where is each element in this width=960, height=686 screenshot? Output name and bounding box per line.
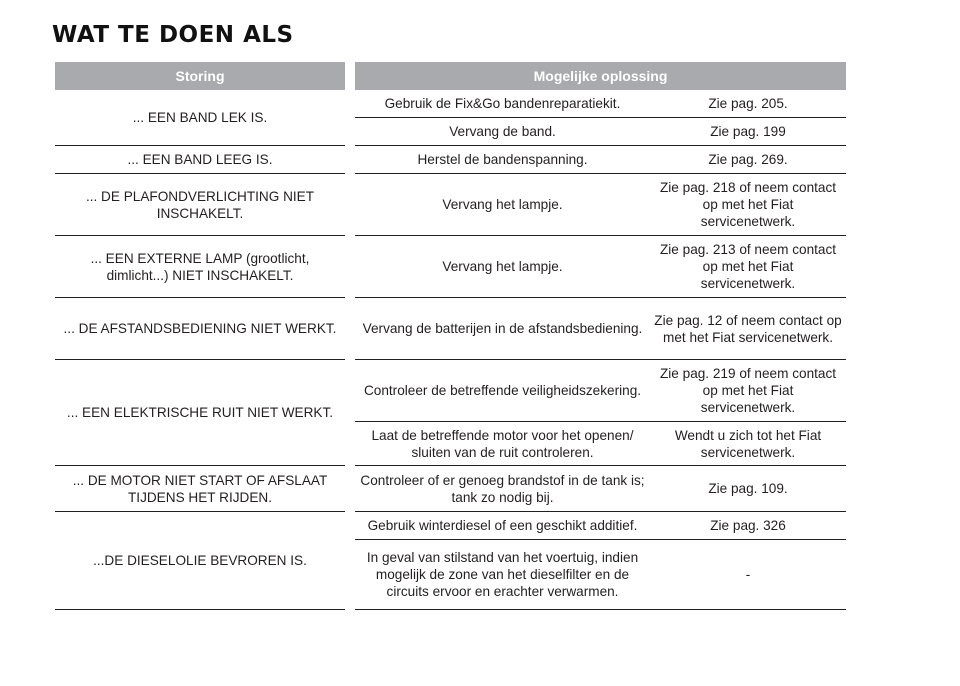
action-cell: In geval van stilstand van het voertuig, indien mogelijk de zone van het dieselfilter en de circuits ervoor en erachter verwarmen. [355,540,650,610]
problem-cell: ... EEN EXTERNE LAMP (grootlicht, dimlicht...) NIET INSCHAKELT. [55,236,345,298]
header-solution: Mogelijke oplossing [355,62,846,90]
reference-cell: - [650,540,846,610]
action-cell: Laat de betreffende motor voor het openen/ sluiten van de ruit controleren. [355,422,650,466]
problem-cell: ...DE DIESELOLIE BEVROREN IS. [55,512,345,610]
table-row [55,466,846,512]
reference-cell: Wendt u zich tot het Fiat servicenetwerk. [650,422,846,466]
problem-cell: ... EEN BAND LEEG IS. [55,146,345,174]
page-title: WAT TE DOEN ALS [52,22,294,48]
table-row [55,512,846,540]
action-cell: Controleer of er genoeg brandstof in de tank is; tank zo nodig bij. [355,466,650,512]
reference-cell: Zie pag. 219 of neem contact op met het Fiat servicenetwerk. [650,360,846,422]
action-cell: Gebruik winterdiesel of een geschikt additief. [355,512,650,540]
troubleshooting-table [55,62,846,610]
problem-cell: ... DE MOTOR NIET START OF AFSLAAT TIJDENS HET RIJDEN. [55,466,345,512]
reference-cell: Zie pag. 205. [650,90,846,118]
table-row [55,174,846,236]
reference-cell: Zie pag. 213 of neem contact op met het Fiat servicenetwerk. [650,236,846,298]
action-cell: Vervang het lampje. [355,236,650,298]
reference-cell: Zie pag. 326 [650,512,846,540]
action-cell: Gebruik de Fix&Go bandenreparatiekit. [355,90,650,118]
problem-cell: ... DE AFSTANDSBEDIENING NIET WERKT. [55,298,345,360]
reference-cell: Zie pag. 269. [650,146,846,174]
table-header-row [55,62,846,90]
action-cell: Vervang de batterijen in de afstandsbediening. [355,298,650,360]
action-cell: Herstel de bandenspanning. [355,146,650,174]
action-cell: Vervang de band. [355,118,650,146]
reference-cell: Zie pag. 109. [650,466,846,512]
problem-cell: ... EEN BAND LEK IS. [55,90,345,146]
action-cell: Vervang het lampje. [355,174,650,236]
table-row [55,360,846,422]
reference-cell: Zie pag. 218 of neem contact op met het Fiat servicenetwerk. [650,174,846,236]
problem-cell: ... DE PLAFONDVERLICHTING NIET INSCHAKELT. [55,174,345,236]
table-row [55,236,846,298]
table-row [55,146,846,174]
action-cell: Controleer de betreffende veiligheidszekering. [355,360,650,422]
problem-cell: ... EEN ELEKTRISCHE RUIT NIET WERKT. [55,360,345,466]
reference-cell: Zie pag. 199 [650,118,846,146]
reference-cell: Zie pag. 12 of neem contact op met het Fiat servicenetwerk. [650,298,846,360]
table-row [55,298,846,360]
table-row [55,90,846,118]
header-problem: Storing [55,62,345,90]
